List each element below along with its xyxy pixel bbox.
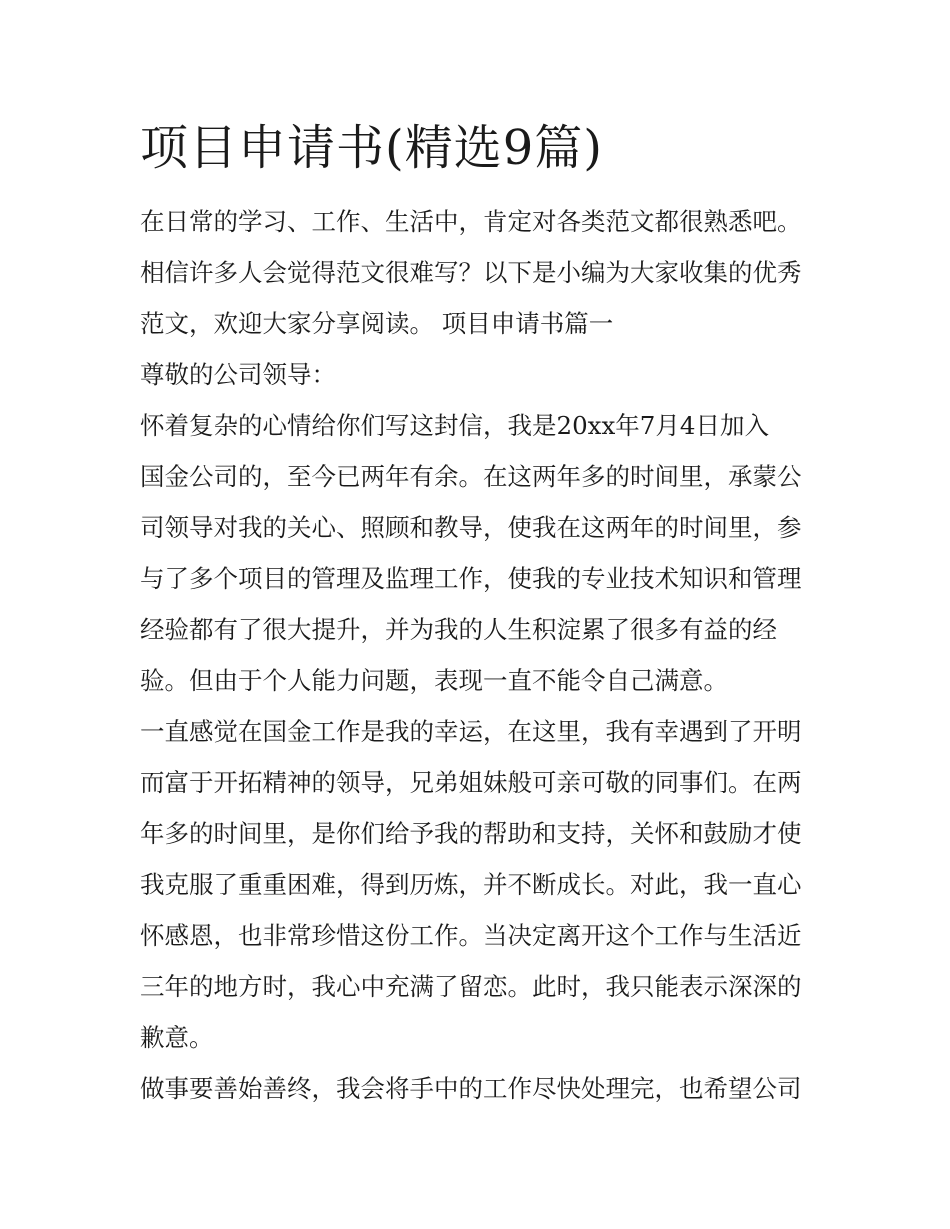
- paragraph-line: 在日常的学习、工作、生活中，肯定对各类范文都很熟悉吧。: [140, 207, 802, 236]
- paragraph-body-2: [140, 706, 815, 1063]
- paragraph-line: 尊敬的公司领导：: [140, 360, 336, 389]
- paragraph-line: 怀着复杂的心情给你们写这封信，我是20xx年7月4日加入: [140, 411, 769, 440]
- document-body: [140, 112, 815, 1114]
- paragraph-line: 三年的地方时，我心中充满了留恋。此时，我只能表示深深的: [140, 972, 802, 1001]
- paragraph-body-1: [140, 400, 815, 706]
- paragraph-line: 司领导对我的关心、照顾和教导，使我在这两年的时间里，参: [140, 513, 802, 542]
- paragraph-line: 怀感恩，也非常珍惜这份工作。当决定离开这个工作与生活近: [140, 921, 802, 950]
- paragraph-line: 歉意。: [140, 1023, 214, 1052]
- paragraph-line: 我克服了重重困难，得到历炼，并不断成长。对此，我一直心: [140, 870, 802, 899]
- paragraph-line: 验。但由于个人能力问题，表现一直不能令自己满意。: [140, 666, 728, 695]
- paragraph-body-3: [140, 1063, 815, 1114]
- paragraph-line: 国金公司的，至今已两年有余。在这两年多的时间里，承蒙公: [140, 462, 802, 491]
- paragraph-line: 一直感觉在国金工作是我的幸运，在这里，我有幸遇到了开明: [140, 717, 802, 746]
- document-title: 项目申请书(精选9篇): [140, 120, 603, 176]
- paragraph-intro: [140, 196, 815, 349]
- paragraph-salutation: [140, 349, 815, 400]
- paragraph-line: 经验都有了很大提升，并为我的人生积淀累了很多有益的经: [140, 615, 777, 644]
- paragraph-line: 做事要善始善终，我会将手中的工作尽快处理完，也希望公司: [140, 1074, 802, 1103]
- paragraph-line: 与了多个项目的管理及监理工作，使我的专业技术知识和管理: [140, 564, 802, 593]
- paragraph-line: 而富于开拓精神的领导，兄弟姐妹般可亲可敬的同事们。在两: [140, 768, 802, 797]
- paragraph-line: 相信许多人会觉得范文很难写？以下是小编为大家收集的优秀: [140, 258, 802, 287]
- paragraph-line: 年多的时间里，是你们给予我的帮助和支持，关怀和鼓励才使: [140, 819, 802, 848]
- paragraph-line: 范文，欢迎大家分享阅读。 项目申请书篇一: [140, 309, 614, 338]
